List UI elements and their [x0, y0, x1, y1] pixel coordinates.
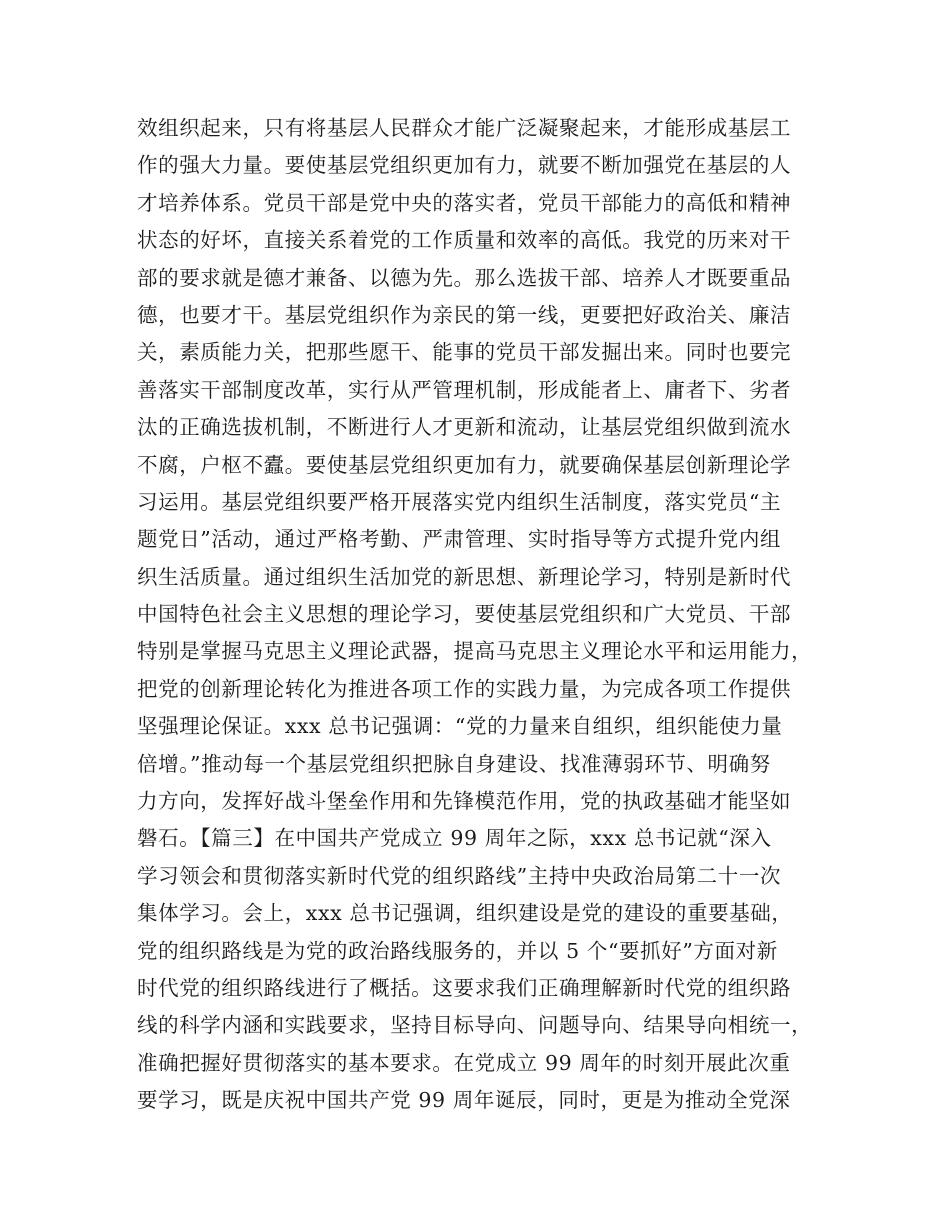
text-line: 部的要求就是德才兼备、以德为先。那么选拔干部、培养人才既要重品	[137, 265, 792, 290]
text-line: 磐石。【篇三】在中国共产党成立 99 周年之际，xxx 总书记就“深入	[137, 826, 772, 851]
text-line: 力方向，发挥好战斗堡垒作用和先锋模范作用，党的执政基础才能坚如	[137, 789, 792, 814]
text-line: 作的强大力量。要使基层党组织更加有力，就要不断加强党在基层的人	[137, 153, 792, 178]
text-line: 汰的正确选拔机制，不断进行人才更新和流动，让基层党组织做到流水	[137, 415, 792, 440]
text-line: 中国特色社会主义思想的理论学习，要使基层党组织和广大党员、干部	[137, 602, 792, 627]
text-line: 学习领会和贯彻落实新时代党的组织路线”主持中央政治局第二十一次	[137, 863, 782, 888]
text-line: 把党的创新理论转化为推进各项工作的实践力量，为完成各项工作提供	[137, 676, 792, 701]
text-line: 题党日”活动，通过严格考勤、严肃管理、实时指导等方式提升党内组	[137, 527, 782, 552]
body-paragraph	[137, 110, 827, 1120]
text-line: 准确把握好贯彻落实的基本要求。在党成立 99 周年的时刻开展此次重	[137, 1050, 791, 1075]
text-line: 习运用。基层党组织要严格开展落实党内组织生活制度，落实党员“主	[137, 489, 782, 514]
text-line: 党的组织路线是为党的政治路线服务的，并以 5 个“要抓好”方面对新	[137, 938, 778, 963]
text-line: 织生活质量。通过组织生活加党的新思想、新理论学习，特别是新时代	[137, 564, 792, 589]
text-line: 效组织起来，只有将基层人民群众才能广泛凝聚起来，才能形成基层工	[137, 116, 792, 140]
text-line: 时代党的组织路线进行了概括。这要求我们正确理解新时代党的组织路	[137, 975, 792, 1000]
text-line: 集体学习。会上，xxx 总书记强调，组织建设是党的建设的重要基础，	[137, 901, 793, 926]
text-line: 线的科学内涵和实践要求，坚持目标导向、问题导向、结果导向相统一，	[137, 1013, 813, 1038]
text-line: 坚强理论保证。xxx 总书记强调：“党的力量来自组织，组织能使力量	[137, 714, 783, 739]
text-line: 特别是掌握马克思主义理论武器，提高马克思主义理论水平和运用能力，	[137, 639, 813, 664]
text-line: 关，素质能力关，把那些愿干、能事的党员干部发掘出来。同时也要完	[137, 340, 792, 365]
text-line: 要学习，既是庆祝中国共产党 99 周年诞辰，同时，更是为推动全党深	[137, 1088, 791, 1113]
text-line: 倍增。”推动每一个基层党组织把脉自身建设、找准薄弱环节、明确努	[137, 751, 771, 776]
text-line: 状态的好坏，直接关系着党的工作质量和效率的高低。我党的历来对干	[137, 228, 792, 253]
text-line: 善落实干部制度改革，实行从严管理机制，形成能者上、庸者下、劣者	[137, 377, 792, 402]
text-line: 德，也要才干。基层党组织作为亲民的第一线，更要把好政治关、廉洁	[137, 302, 792, 327]
text-line: 才培养体系。党员干部是党中央的落实者，党员干部能力的高低和精神	[137, 190, 792, 215]
text-line: 不腐，户枢不蠹。要使基层党组织更加有力，就要确保基层创新理论学	[137, 452, 792, 477]
